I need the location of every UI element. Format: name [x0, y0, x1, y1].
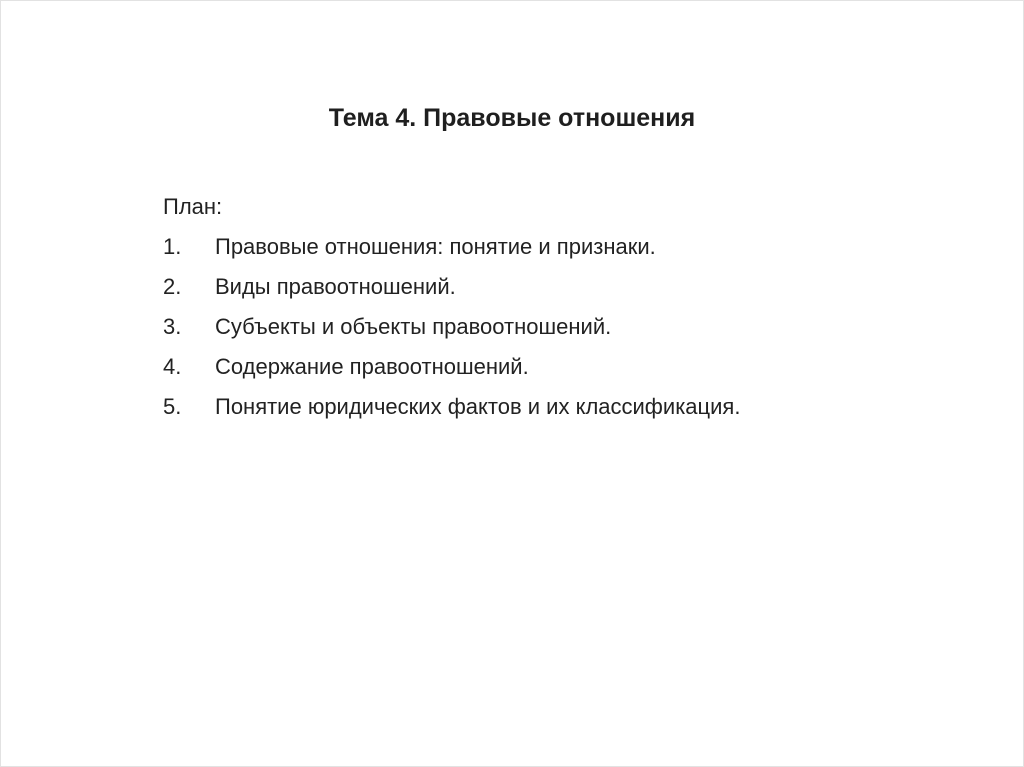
plan-item: [163, 392, 740, 432]
plan-item-number: 5.: [163, 394, 182, 419]
plan-item: [163, 312, 740, 352]
plan-item-number: 1.: [163, 234, 182, 259]
plan-item-text: Понятие юридических фактов и их классификация.: [215, 394, 741, 419]
plan-item-number: 3.: [163, 314, 182, 339]
plan-item-number: 2.: [163, 274, 182, 299]
plan-item-number: 4.: [163, 354, 182, 379]
plan-item: [163, 272, 740, 312]
plan-item: [163, 352, 740, 392]
plan-item-text: Содержание правоотношений.: [215, 354, 529, 379]
plan-item: [163, 232, 740, 272]
plan-item-text: Виды правоотношений.: [215, 274, 456, 299]
slide-title: Тема 4. Правовые отношения: [328, 104, 696, 132]
plan-item-text: Субъекты и объекты правоотношений.: [215, 314, 612, 339]
plan-list: [163, 232, 740, 432]
plan-item-text: Правовые отношения: понятие и признаки.: [215, 234, 656, 259]
plan-label: План:: [163, 194, 223, 219]
